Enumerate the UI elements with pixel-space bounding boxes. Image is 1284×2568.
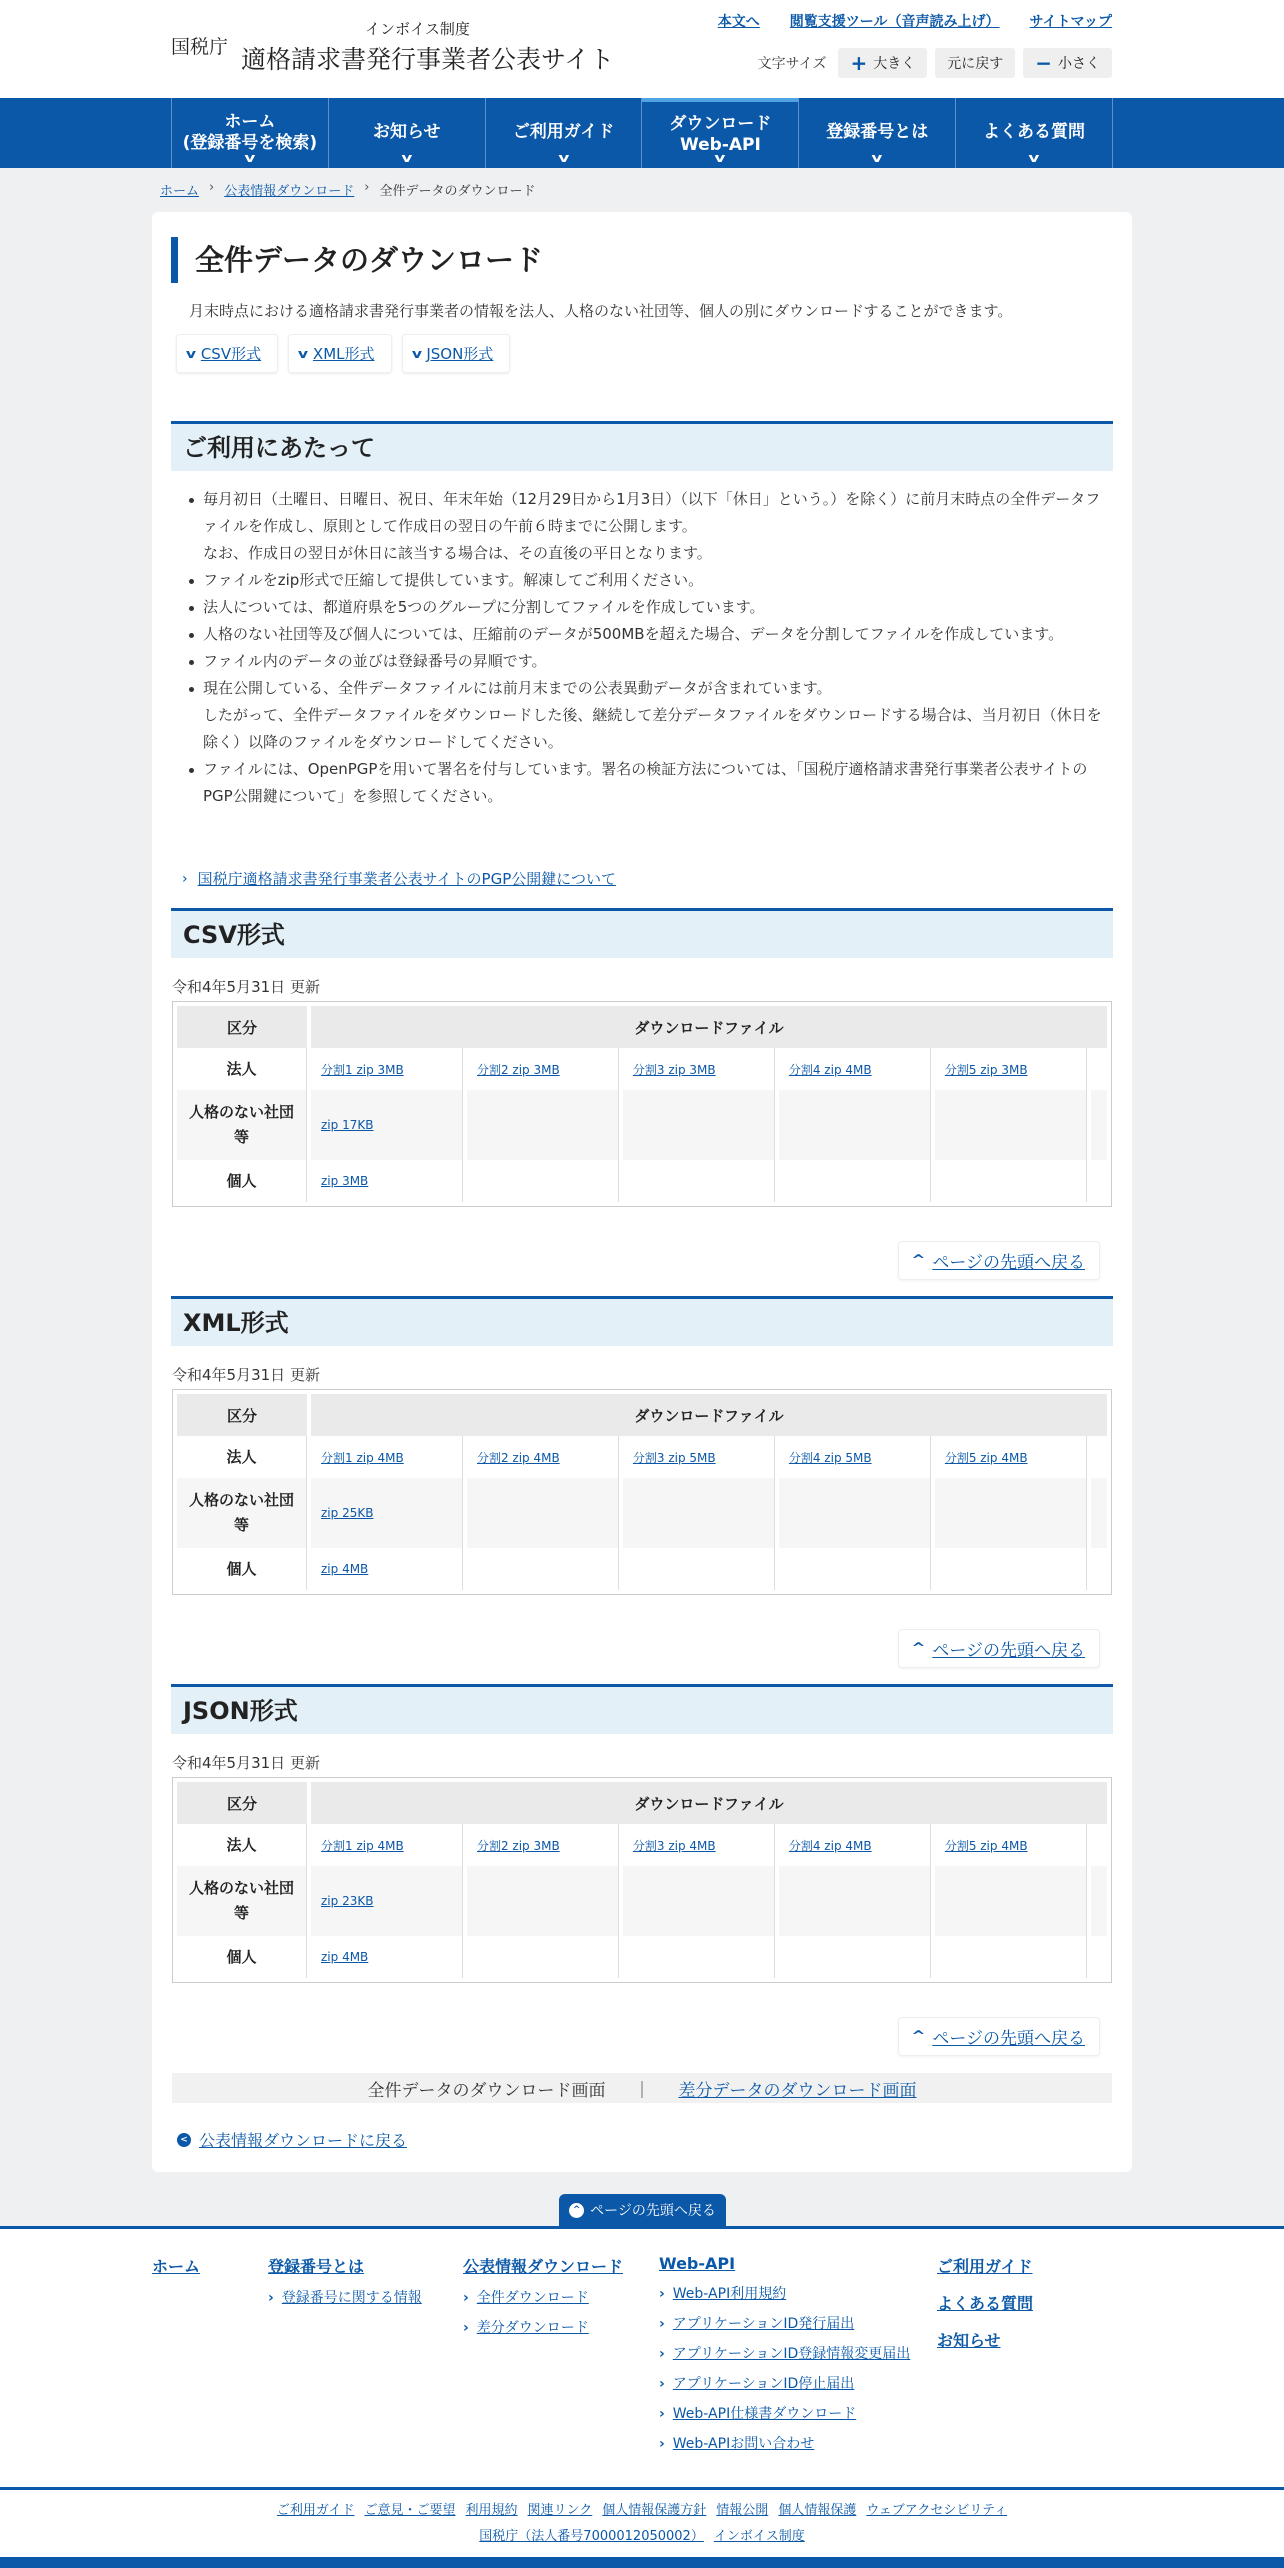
chevron-left-icon: < xyxy=(177,2133,191,2147)
list-item: ファイルには、OpenPGPを用いて署名を付与しています。署名の検証方法については、「国税庁適格請求書発行事業者公表サイトのPGP公開鍵について」を参照してください。 xyxy=(203,756,1113,810)
table-row xyxy=(177,1478,1107,1548)
empty-cell xyxy=(935,1478,1087,1548)
file-link[interactable]: zip 23KB xyxy=(311,1866,463,1936)
chevron-up-icon: ^ xyxy=(911,2029,926,2044)
site-subtitle: インボイス制度 xyxy=(365,20,470,38)
json-updated: 令和4年5月31日 更新 xyxy=(172,1754,320,1772)
file-link[interactable]: 分割5 zip 4MB xyxy=(935,1436,1087,1478)
empty-cell xyxy=(779,1478,931,1548)
font-reset-button[interactable] xyxy=(935,48,1015,78)
table-header-category: 区分 xyxy=(177,1394,307,1436)
row-label: 法人 xyxy=(177,1436,307,1478)
footer-invoice-link[interactable]: インボイス制度 xyxy=(713,2529,805,2544)
footer-bottom-link[interactable]: ご利用ガイド xyxy=(276,2503,355,2518)
row-label: 個人 xyxy=(177,1548,307,1590)
empty-cell xyxy=(467,1160,619,1202)
list-item: 現在公開している、全件データファイルには前月末までの公表異動データが含まれています。 したがって、全件データファイルをダウンロードした後、継続して差分データファイルをダウンロードする場合は、当月初日（休日を除く）以降のファイルをダウンロードしてください。 xyxy=(203,675,1113,756)
file-link[interactable]: 分割4 zip 4MB xyxy=(779,1048,931,1090)
empty-cell xyxy=(623,1548,775,1590)
table-row xyxy=(177,1436,1107,1478)
chevron-right-icon: › xyxy=(659,2376,665,2392)
anchor-json[interactable] xyxy=(402,334,511,373)
footer-sub-link[interactable]: › 全件ダウンロード xyxy=(463,2290,589,2306)
font-smaller-label: 小さく xyxy=(1058,56,1100,72)
table-row xyxy=(177,1936,1107,1978)
nav-news-label: お知らせ xyxy=(372,122,441,143)
file-link[interactable]: 分割3 zip 5MB xyxy=(623,1436,775,1478)
empty-cell xyxy=(935,1548,1087,1590)
empty-cell xyxy=(467,1936,619,1978)
chevron-up-icon: ^ xyxy=(911,1641,926,1656)
anchor-xml[interactable] xyxy=(288,334,391,373)
file-link[interactable]: zip 4MB xyxy=(311,1548,463,1590)
back-to-top-link[interactable] xyxy=(898,1241,1100,1280)
empty-cell xyxy=(623,1478,775,1548)
empty-cell xyxy=(1091,1548,1107,1590)
table-header-category: 区分 xyxy=(177,1782,307,1824)
font-larger-label: 大きく xyxy=(873,56,916,72)
csv-updated: 令和4年5月31日 更新 xyxy=(172,978,320,996)
footer-sub-link[interactable]: › アプリケーションID発行届出 xyxy=(659,2316,855,2332)
file-link[interactable]: 分割3 zip 3MB xyxy=(623,1048,775,1090)
footer-home-link[interactable]: ホーム xyxy=(152,2257,201,2276)
utility-links xyxy=(718,11,1112,31)
empty-cell xyxy=(779,1936,931,1978)
nav-guide-label: ご利用ガイド xyxy=(512,122,615,143)
plus-icon: + xyxy=(850,51,868,75)
pgp-key-link-label: 国税庁適格請求書発行事業者公表サイトのPGP公開鍵について xyxy=(197,870,616,888)
list-item: ファイルをzip形式で圧縮して提供しています。解凍してご利用ください。 xyxy=(203,567,1113,594)
row-label: 人格のない社団等 xyxy=(177,1090,307,1160)
footer-bottom-link[interactable]: ご意見・ご要望 xyxy=(364,2503,456,2518)
chevron-right-icon: › xyxy=(659,2316,665,2332)
nav-home-label: ホーム (登録番号を検索) xyxy=(182,111,318,153)
footer-sub-link[interactable]: › Web-APIお問い合わせ xyxy=(659,2436,815,2452)
table-header-files: ダウンロードファイル xyxy=(311,1394,1107,1436)
nav-news[interactable] xyxy=(329,98,486,168)
chevron-down-icon: v xyxy=(185,346,197,361)
nav-faq[interactable] xyxy=(956,98,1113,168)
file-link[interactable]: 分割4 zip 5MB xyxy=(779,1436,931,1478)
breadcrumb-home[interactable]: ホーム xyxy=(160,184,200,199)
footer-faq-link[interactable]: よくある質問 xyxy=(937,2294,1034,2313)
file-link[interactable]: 分割5 zip 3MB xyxy=(935,1048,1087,1090)
empty-cell xyxy=(623,1090,775,1160)
footer-bottom-link[interactable]: 個人情報保護方針 xyxy=(602,2503,707,2518)
table-header-category: 区分 xyxy=(177,1006,307,1048)
notice-heading: ご利用にあたって xyxy=(171,421,1113,471)
chevron-right-icon: › xyxy=(209,180,215,195)
xml-heading: XML形式 xyxy=(171,1296,1113,1346)
chevron-right-icon: › xyxy=(463,2290,469,2306)
footer-sub-link[interactable]: › Web-API仕様書ダウンロード xyxy=(659,2406,857,2422)
footer-news-link[interactable]: お知らせ xyxy=(937,2331,1001,2350)
switch-current: 全件データのダウンロード画面 xyxy=(367,2080,606,2101)
file-link[interactable]: zip 25KB xyxy=(311,1478,463,1548)
chevron-up-icon: ^ xyxy=(569,2203,584,2218)
chevron-down-icon: v xyxy=(401,151,413,165)
minus-icon: − xyxy=(1035,51,1052,75)
footer-bottom-link[interactable]: 利用規約 xyxy=(465,2503,518,2518)
xml-updated: 令和4年5月31日 更新 xyxy=(172,1366,320,1384)
page-top-button[interactable] xyxy=(559,2194,726,2226)
font-size-label: 文字サイズ xyxy=(757,56,827,72)
switch-diff-link[interactable]: 差分データのダウンロード画面 xyxy=(678,2080,917,2101)
table-row xyxy=(177,1090,1107,1160)
row-label: 法人 xyxy=(177,1048,307,1090)
empty-cell xyxy=(623,1936,775,1978)
footer-col-webapi xyxy=(659,2254,910,2451)
empty-cell xyxy=(467,1090,619,1160)
footer-guide-link[interactable]: ご利用ガイド xyxy=(937,2257,1033,2276)
list-item: ファイル内のデータの並びは登録番号の昇順です。 xyxy=(203,648,1113,675)
chevron-right-icon: › xyxy=(182,870,188,887)
empty-cell xyxy=(779,1866,931,1936)
empty-cell xyxy=(1091,1160,1107,1202)
anchor-xml-label: XML形式 xyxy=(312,345,375,363)
back-to-top-link[interactable] xyxy=(898,1629,1100,1668)
site-title[interactable]: 適格請求書発行事業者公表サイト xyxy=(241,45,615,74)
nav-download[interactable] xyxy=(642,98,799,168)
back-to-top-label: ページの先頭へ戻る xyxy=(932,1641,1085,1661)
nav-faq-label: よくある質問 xyxy=(983,122,1086,143)
table-row xyxy=(177,1548,1107,1590)
footer-nta-link[interactable]: 国税庁（法人番号7000012050002） xyxy=(479,2529,704,2544)
table-row xyxy=(177,1048,1107,1090)
nav-guide[interactable] xyxy=(486,98,643,168)
footer-col-home xyxy=(152,2254,200,2277)
footer-webapi-link[interactable]: Web-API xyxy=(659,2254,736,2273)
csv-heading: CSV形式 xyxy=(171,908,1113,958)
site-footer xyxy=(0,2226,1284,2568)
file-link[interactable]: 分割1 zip 4MB xyxy=(311,1436,463,1478)
reading-support-link[interactable]: 閲覧支援ツール（音声読み上げ） xyxy=(789,14,1000,30)
empty-cell xyxy=(623,1160,775,1202)
notice-list xyxy=(203,486,1113,810)
global-nav xyxy=(0,98,1284,168)
footer-registration-link[interactable]: 登録番号とは xyxy=(268,2257,365,2276)
empty-cell xyxy=(467,1866,619,1936)
empty-cell xyxy=(1091,1478,1107,1548)
json-heading: JSON形式 xyxy=(171,1684,1113,1734)
chevron-right-icon: › xyxy=(659,2286,665,2302)
org-logo[interactable]: 国税庁 xyxy=(171,36,229,58)
footer-col-download xyxy=(463,2254,623,2335)
chevron-down-icon: v xyxy=(411,346,422,361)
chevron-right-icon: › xyxy=(659,2346,665,2362)
anchor-json-label: JSON形式 xyxy=(426,345,494,363)
footer-download-link[interactable]: 公表情報ダウンロード xyxy=(463,2257,624,2276)
chevron-down-icon: v xyxy=(714,151,726,165)
file-link[interactable]: 分割1 zip 4MB xyxy=(311,1824,463,1866)
empty-cell xyxy=(623,1866,775,1936)
footer-bottom-link[interactable]: 個人情報保護 xyxy=(778,2503,857,2518)
empty-cell xyxy=(467,1548,619,1590)
format-anchor-links xyxy=(176,334,510,373)
font-reset-label: 元に戻す xyxy=(947,56,1004,72)
sitemap-link[interactable]: サイトマップ xyxy=(1029,14,1112,30)
page-top-label: ページの先頭へ戻る xyxy=(590,2203,716,2219)
file-link[interactable]: zip 4MB xyxy=(311,1936,463,1978)
anchor-csv-label: CSV形式 xyxy=(200,345,262,363)
chevron-right-icon: › xyxy=(659,2436,665,2452)
footer-bottom-link[interactable]: 情報公開 xyxy=(716,2503,769,2518)
breadcrumb-current: 全件データのダウンロード xyxy=(379,184,536,199)
chevron-down-icon: v xyxy=(1028,151,1040,165)
back-to-top-label: ページの先頭へ戻る xyxy=(932,2029,1085,2049)
file-link[interactable]: 分割1 zip 3MB xyxy=(311,1048,463,1090)
back-to-top-label: ページの先頭へ戻る xyxy=(932,1253,1085,1273)
row-label: 人格のない社団等 xyxy=(177,1866,307,1936)
chevron-down-icon: v xyxy=(558,151,570,165)
chevron-right-icon: › xyxy=(364,180,370,195)
table-header-files: ダウンロードファイル xyxy=(311,1782,1107,1824)
footer-sub-link[interactable]: › アプリケーションID登録情報変更届出 xyxy=(659,2346,911,2362)
table-row xyxy=(177,1866,1107,1936)
file-link[interactable]: zip 17KB xyxy=(311,1090,463,1160)
footer-col-guide xyxy=(937,2254,1033,2351)
chevron-right-icon: › xyxy=(659,2406,665,2422)
nav-home[interactable] xyxy=(172,98,329,168)
empty-cell xyxy=(1091,1936,1107,1978)
row-label: 人格のない社団等 xyxy=(177,1478,307,1548)
empty-cell xyxy=(1091,1090,1107,1160)
csv-table xyxy=(172,1001,1112,1207)
page-intro: 月末時点における適格請求書発行事業者の情報を法人、人格のない社団等、個人の別にダウンロードすることができます。 xyxy=(189,302,1013,320)
footer-sub-link[interactable]: › アプリケーションID停止届出 xyxy=(659,2376,855,2392)
switch-separator: ｜ xyxy=(633,2080,651,2101)
breadcrumb xyxy=(160,180,535,199)
file-link[interactable]: 分割2 zip 3MB xyxy=(467,1048,619,1090)
table-row xyxy=(177,1824,1107,1866)
font-size-controls xyxy=(758,48,1112,78)
file-link[interactable]: 分割2 zip 4MB xyxy=(467,1436,619,1478)
chevron-up-icon: ^ xyxy=(911,1253,926,1268)
back-to-top-link[interactable] xyxy=(898,2017,1100,2056)
anchor-csv[interactable] xyxy=(176,334,278,373)
site-header xyxy=(0,0,1284,98)
footer-sub-link[interactable]: › Web-API利用規約 xyxy=(659,2286,787,2302)
empty-cell xyxy=(1091,1824,1107,1866)
download-mode-switch xyxy=(172,2073,1112,2103)
row-label: 個人 xyxy=(177,1936,307,1978)
chevron-right-icon: › xyxy=(268,2290,274,2306)
back-link-label: 公表情報ダウンロードに戻る xyxy=(199,2131,408,2150)
file-link[interactable]: 分割2 zip 3MB xyxy=(467,1824,619,1866)
chevron-down-icon: v xyxy=(244,151,256,165)
table-row xyxy=(177,1160,1107,1202)
empty-cell xyxy=(779,1090,931,1160)
empty-cell xyxy=(1091,1048,1107,1090)
page-title: 全件データのダウンロード xyxy=(171,237,1113,283)
empty-cell xyxy=(935,1090,1087,1160)
footer-col-registration xyxy=(268,2254,422,2305)
table-header-files: ダウンロードファイル xyxy=(311,1006,1107,1048)
file-link[interactable]: 分割5 zip 4MB xyxy=(935,1824,1087,1866)
skip-to-content-link[interactable]: 本文へ xyxy=(717,14,760,30)
breadcrumb-download[interactable]: 公表情報ダウンロード xyxy=(224,184,355,199)
file-link[interactable]: zip 3MB xyxy=(311,1160,463,1202)
chevron-right-icon: › xyxy=(463,2320,469,2336)
empty-cell xyxy=(935,1160,1087,1202)
footer-sub-link[interactable]: › 差分ダウンロード xyxy=(463,2320,589,2336)
footer-strip xyxy=(0,2557,1284,2568)
list-item: 人格のない社団等及び個人については、圧縮前のデータが500MBを超えた場合、データを分割してファイルを作成しています。 xyxy=(203,621,1113,648)
file-link[interactable]: 分割3 zip 4MB xyxy=(623,1824,775,1866)
row-label: 法人 xyxy=(177,1824,307,1866)
back-link[interactable] xyxy=(177,2128,407,2151)
chevron-down-icon: v xyxy=(871,151,883,165)
json-table xyxy=(172,1777,1112,1983)
nav-download-label: ダウンロード Web-API xyxy=(669,113,772,155)
list-item: 毎月初日（土曜日、日曜日、祝日、年末年始（12月29日から1月3日）（以下「休日」という。）を除く）に前月末時点の全件データファイルを作成し、原則として作成日の翌日の午前６時までに公開します。 なお、作成日の翌日が休日に該当する場合は、その直後の平日となります。 xyxy=(203,486,1113,567)
empty-cell xyxy=(935,1866,1087,1936)
footer-bottom-links xyxy=(0,2487,1284,2551)
footer-bottom-link[interactable]: 関連リンク xyxy=(527,2503,593,2518)
nav-registration-label: 登録番号とは xyxy=(826,122,929,143)
font-smaller-button[interactable] xyxy=(1023,48,1112,78)
chevron-down-icon: v xyxy=(297,346,309,361)
empty-cell xyxy=(935,1936,1087,1978)
pgp-key-link[interactable] xyxy=(182,868,616,889)
nav-registration[interactable] xyxy=(799,98,956,168)
list-item: 法人については、都道府県を5つのグループに分割してファイルを作成しています。 xyxy=(203,594,1113,621)
xml-table xyxy=(172,1389,1112,1595)
file-link[interactable]: 分割4 zip 4MB xyxy=(779,1824,931,1866)
font-larger-button[interactable] xyxy=(838,48,927,78)
empty-cell xyxy=(1091,1866,1107,1936)
empty-cell xyxy=(1091,1436,1107,1478)
empty-cell xyxy=(779,1548,931,1590)
footer-sub-link[interactable]: › 登録番号に関する情報 xyxy=(268,2290,422,2306)
empty-cell xyxy=(779,1160,931,1202)
row-label: 個人 xyxy=(177,1160,307,1202)
empty-cell xyxy=(467,1478,619,1548)
footer-bottom-link[interactable]: ウェブアクセシビリティ xyxy=(866,2503,1008,2518)
